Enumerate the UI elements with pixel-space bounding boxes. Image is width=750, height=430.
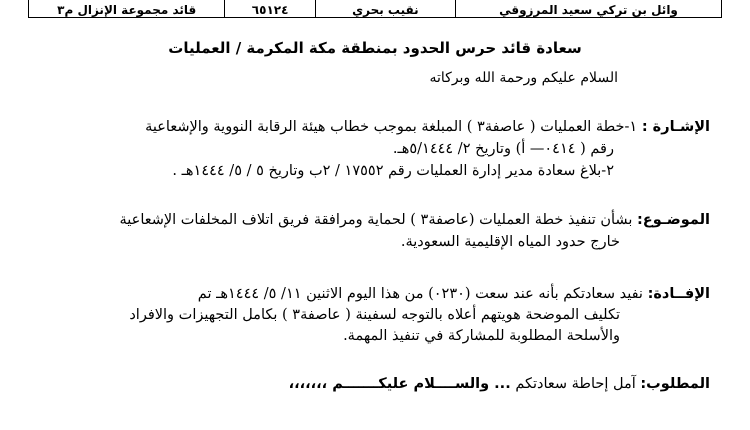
header-role: قائد مجموعة الإنزال م٣ bbox=[29, 0, 225, 18]
reference-line-3: ٢-بلاغ سعادة مدير إدارة العمليات رقم ١٧٥٥٢ / ٢ب وتاريخ ٥ / ٥/ ١٤٤٤هـ . bbox=[172, 163, 614, 179]
briefing-line-3: والأسلحة المطلوبة للمشاركة في تنفيذ المهمة. bbox=[343, 328, 620, 344]
reference-text-1: ١-خطة العمليات ( عاصفة٣ ) المبلغة بموجب خطاب هيئة الرقابة النووية والإشعاعية bbox=[145, 119, 638, 135]
greeting: السلام عليكم ورحمة الله وبركاته bbox=[429, 70, 618, 86]
briefing-line-2: تكليف الموضحة هويتهم أعلاه بالتوجه لسفينة ( عاصفة٣ ) بكامل التجهيزات والافراد bbox=[129, 307, 620, 323]
header-table bbox=[28, 0, 722, 18]
reference-label: الإشـارة : bbox=[641, 119, 710, 135]
subject-label: الموضـوع: bbox=[637, 212, 710, 228]
request-text: آمل إحاطة سعادتكم bbox=[515, 376, 636, 392]
request-line bbox=[289, 375, 710, 393]
letter-title: سعادة قائد حرس الحدود بمنطقة مكة المكرمة / العمليات bbox=[168, 39, 582, 57]
header-name: وائل بن تركي سعيد المرزوقي bbox=[456, 0, 722, 18]
reference-line-2: رقم ( ٠٤١٤— أ) وتاريخ ٢/ ٥/١٤٤٤هـ. bbox=[392, 141, 614, 157]
briefing-text-1: نفيد سعادتكم بأنه عند سعت (٠٢٣٠) من هذا اليوم الاثنين ١١/ ٥/ ١٤٤٤هـ تم bbox=[197, 286, 643, 302]
header-number: ٦٥١٢٤ bbox=[225, 0, 315, 18]
subject-text-1: بشأن تنفيذ خطة العمليات (عاصفة٣ ) لحماية ومرافقة فريق اتلاف المخلفات الإشعاعية bbox=[119, 212, 633, 228]
briefing-line-1 bbox=[198, 285, 710, 303]
request-label: المطلوب: bbox=[640, 376, 710, 392]
subject-line-2: خارج حدود المياه الإقليمية السعودية. bbox=[400, 234, 620, 250]
subject-line-1 bbox=[120, 211, 710, 229]
reference-line-1 bbox=[145, 118, 710, 136]
request-closing: ... والســــلام عليكـــــــم ،،،،،،، bbox=[288, 376, 511, 392]
header-rank: نقيب بحري bbox=[315, 0, 455, 18]
briefing-label: الإفــادة: bbox=[647, 286, 710, 302]
